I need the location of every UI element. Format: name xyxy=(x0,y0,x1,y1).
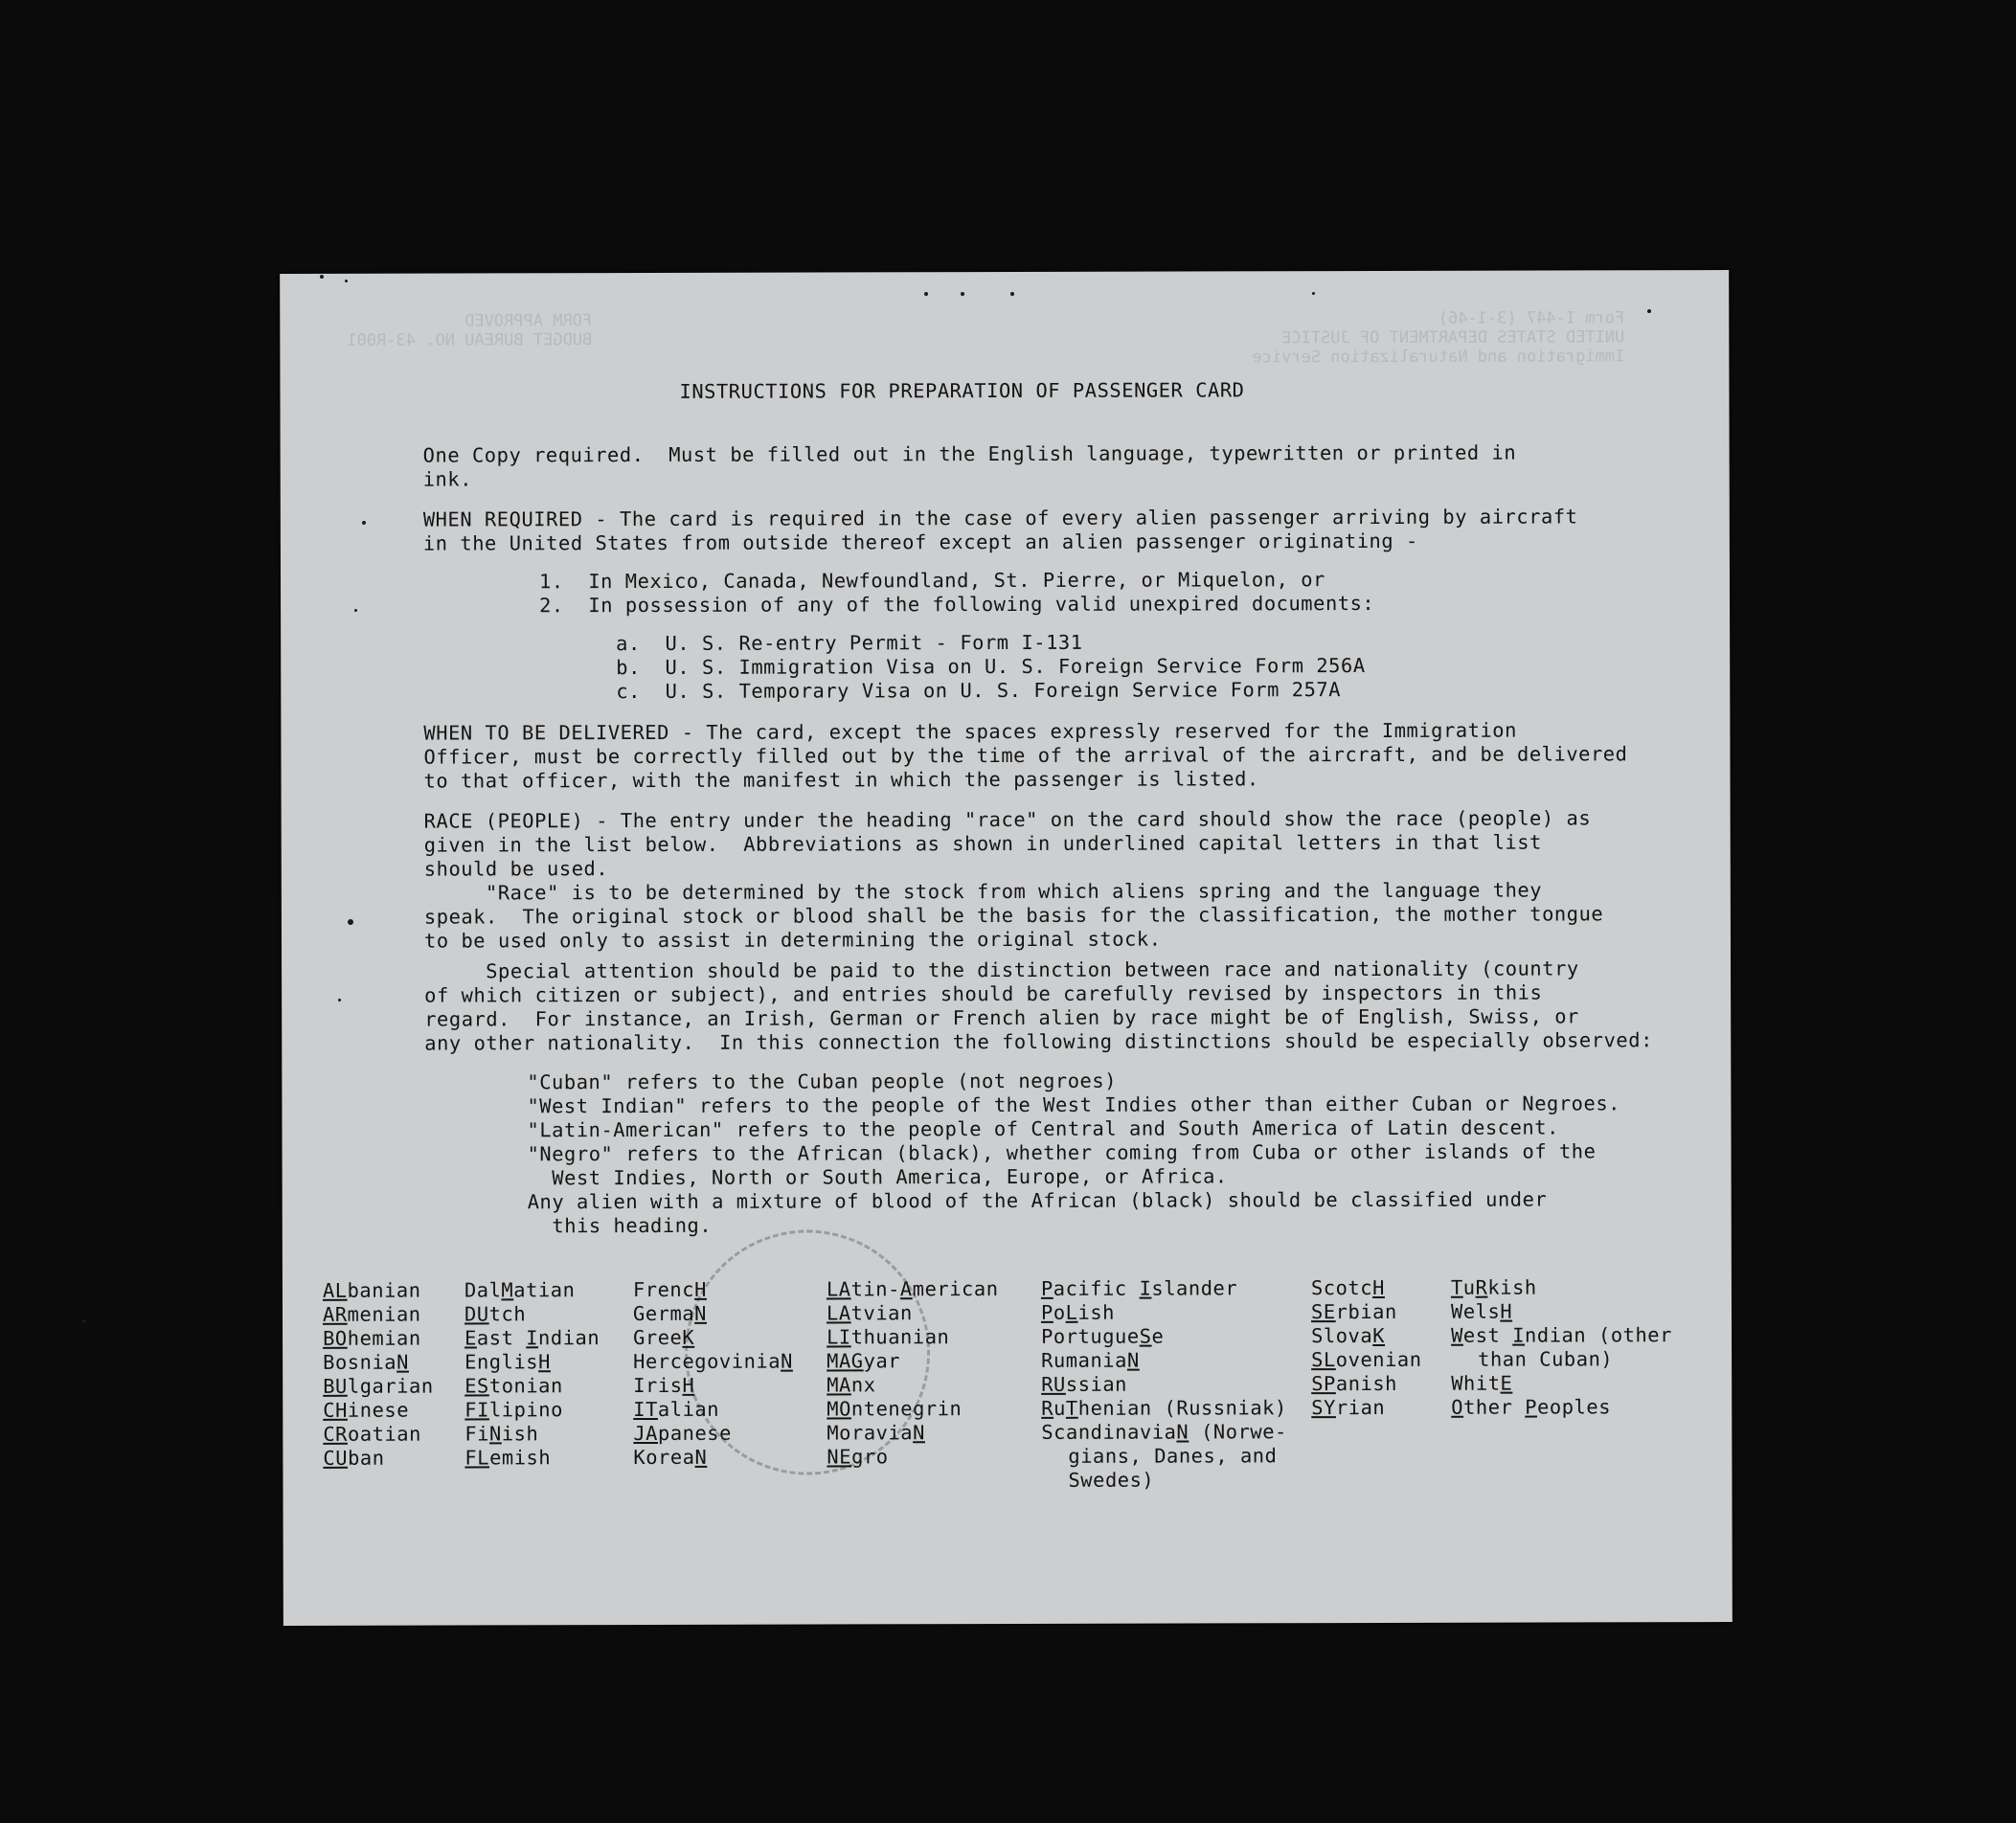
paragraph-race-determination: "Race" is to be determined by the stock from which aliens spring and the language they speak. The original stock or blood shall be the basis for the classification, the mother tongue to be used only to assist in determining the original stock. xyxy=(423,878,1604,953)
race-list-item: ARmenian xyxy=(322,1302,421,1326)
bleed-through-text: FORM APPROVED BUDGET BUREAU NO. 43-R001 xyxy=(347,311,593,350)
race-list-item: RumaniaN xyxy=(1041,1348,1140,1372)
paragraph-when-required: WHEN REQUIRED - The card is required in the case of every alien passenger arriving by aircraft in the United States from outside thereof except an alien passenger originating - xyxy=(422,505,1578,555)
race-list-item: WhitE xyxy=(1451,1371,1513,1395)
race-list-item: ITalian xyxy=(633,1397,720,1422)
race-list-column xyxy=(464,1278,600,1470)
race-list-item: SPanish xyxy=(1311,1371,1398,1396)
race-list-item: ALbanian xyxy=(322,1278,421,1302)
race-list-item: FiNish xyxy=(464,1422,539,1446)
race-list-item: CUban xyxy=(323,1446,385,1470)
race-list-item: RuThenian (Russniak) xyxy=(1041,1396,1287,1420)
film-speck xyxy=(348,919,353,925)
race-list-item: LAtin-American xyxy=(826,1277,999,1301)
race-list-item: IrisH xyxy=(633,1373,695,1398)
race-list-item: ScotcH xyxy=(1310,1275,1385,1300)
definition-item: "Latin-American" refers to the people of Central and South America of Latin descent. xyxy=(527,1115,1559,1142)
film-speck xyxy=(1647,309,1651,313)
race-list-column xyxy=(323,1279,434,1471)
paragraph-when-delivered: WHEN TO BE DELIVERED - The card, except the spaces expressly reserved for the Immigration Officer, must be correctly filled out by the time of the arrival of the aircraft, and be delivered to that officer, with the manifest in which the passenger is listed. xyxy=(423,718,1628,793)
race-list-item: KoreaN xyxy=(633,1445,708,1470)
race-list-column xyxy=(1311,1276,1422,1420)
sub-list-item: a. U. S. Re-entry Permit - Form I-131 xyxy=(616,630,1083,656)
race-list-item: JApanese xyxy=(633,1421,732,1446)
race-list-item: BUlgarian xyxy=(323,1374,434,1398)
race-list-item: FLemish xyxy=(464,1446,552,1470)
race-list-item: SLovenian xyxy=(1311,1347,1422,1372)
race-list-item: BOhemian xyxy=(323,1326,421,1350)
race-list-item: SYrian xyxy=(1311,1395,1386,1420)
race-list-item: LAtvian xyxy=(826,1301,913,1325)
race-list-item: ScandinaviaN (Norwe- xyxy=(1041,1420,1287,1444)
film-speck xyxy=(338,999,341,1002)
race-list-item: CHinese xyxy=(323,1398,410,1422)
race-list-item: Swedes) xyxy=(1068,1468,1155,1492)
race-list-item: PortugueSe xyxy=(1041,1324,1165,1348)
race-list-item: GreeK xyxy=(633,1325,695,1350)
race-list-column xyxy=(827,1277,999,1469)
definition-item: Any alien with a mixture of blood of the African (black) should be classified under this heading. xyxy=(527,1187,1548,1238)
race-list-item: TuRkish xyxy=(1450,1275,1537,1299)
race-list-column xyxy=(633,1278,793,1470)
race-list-item: FrencH xyxy=(632,1277,707,1302)
film-speck xyxy=(961,292,964,296)
race-list-item: DalMatian xyxy=(464,1278,576,1302)
definition-item: "West Indian" refers to the people of the West Indies other than either Cuban or Negroes. xyxy=(527,1092,1620,1118)
race-list-item: DUtch xyxy=(464,1302,527,1326)
bleed-through-text: Form I-447 (3-1-46) UNITED STATES DEPARTMENT OF JUSTICE Immigration and Naturalization Service xyxy=(1252,308,1625,368)
document-page xyxy=(280,270,1733,1626)
race-list-item: MOntenegrin xyxy=(827,1397,963,1421)
race-list-item: FIlipino xyxy=(464,1398,563,1422)
race-list-item: WelsH xyxy=(1450,1299,1513,1323)
race-list-item: NEgro xyxy=(827,1445,889,1469)
race-list-item: Other Peoples xyxy=(1451,1395,1612,1419)
race-list-item: HercegoviniaN xyxy=(633,1349,793,1374)
race-list-item: MoraviaN xyxy=(827,1421,925,1445)
race-list-item: PoLish xyxy=(1040,1300,1115,1324)
film-speck xyxy=(354,609,357,612)
race-list-item: East Indian xyxy=(464,1326,600,1350)
race-list-item: than Cuban) xyxy=(1478,1347,1614,1371)
race-list-item: MAGyar xyxy=(827,1349,901,1373)
race-list-item: RUssian xyxy=(1041,1372,1128,1396)
race-list-item: gians, Danes, and xyxy=(1068,1444,1278,1468)
definition-item: "Cuban" refers to the Cuban people (not negroes) xyxy=(527,1069,1118,1094)
list-item: 1. In Mexico, Canada, Newfoundland, St. Pierre, or Miquelon, or xyxy=(538,568,1325,594)
film-speck xyxy=(82,1319,86,1323)
film-speck xyxy=(345,280,348,282)
film-speck xyxy=(320,275,324,279)
paragraph-copy-required: One Copy required. Must be filled out in the English language, typewritten or printed in ink. xyxy=(422,440,1517,491)
race-list-item: West Indian (other xyxy=(1451,1323,1672,1347)
race-list-column xyxy=(1451,1275,1672,1420)
race-list-column xyxy=(1041,1276,1287,1493)
sub-list-item: b. U. S. Immigration Visa on U. S. Foreign Service Form 256A xyxy=(616,654,1366,680)
film-speck xyxy=(1312,292,1315,295)
list-item: 2. In possession of any of the following valid unexpired documents: xyxy=(539,591,1375,618)
film-speck xyxy=(1010,292,1014,296)
sub-list-item: c. U. S. Temporary Visa on U. S. Foreign Service Form 257A xyxy=(616,678,1342,704)
race-list-item: Pacific Islander xyxy=(1040,1276,1238,1300)
race-list-item: EnglisH xyxy=(464,1350,551,1374)
race-list-item: LIthuanian xyxy=(827,1325,950,1349)
race-list-item: GermaN xyxy=(632,1301,707,1326)
race-list-item: SlovaK xyxy=(1311,1323,1386,1348)
film-speck xyxy=(924,292,928,296)
film-speck xyxy=(362,521,366,525)
race-list-item: MAnx xyxy=(827,1373,876,1397)
race-list-item: BosniaN xyxy=(323,1350,409,1374)
race-list-item: CRoatian xyxy=(323,1422,421,1446)
paragraph-race: RACE (PEOPLE) - The entry under the heading "race" on the card should show the race (people) as given in the list below. Abbreviations as shown in underlined capital letters in that list should be used. xyxy=(423,806,1592,881)
definition-item: "Negro" refers to the African (black), whether coming from Cuba or other islands of the West Indies, North or South America, Europe, or Africa. xyxy=(527,1139,1597,1190)
race-list-item: EStonian xyxy=(464,1374,563,1398)
race-list-item: SErbian xyxy=(1310,1299,1397,1324)
paragraph-special-attention: Special attention should be paid to the distinction between race and nationality (country of which citizen or subject), and entries should be carefully revised by inspectors in this regard. For instance, an Irish, German or French alien by race might be of English, Swiss, or any other nationality. In this connection the following distinctions should be especially observed: xyxy=(424,957,1653,1055)
page-title: INSTRUCTIONS FOR PREPARATION OF PASSENGER CARD xyxy=(679,378,1245,403)
